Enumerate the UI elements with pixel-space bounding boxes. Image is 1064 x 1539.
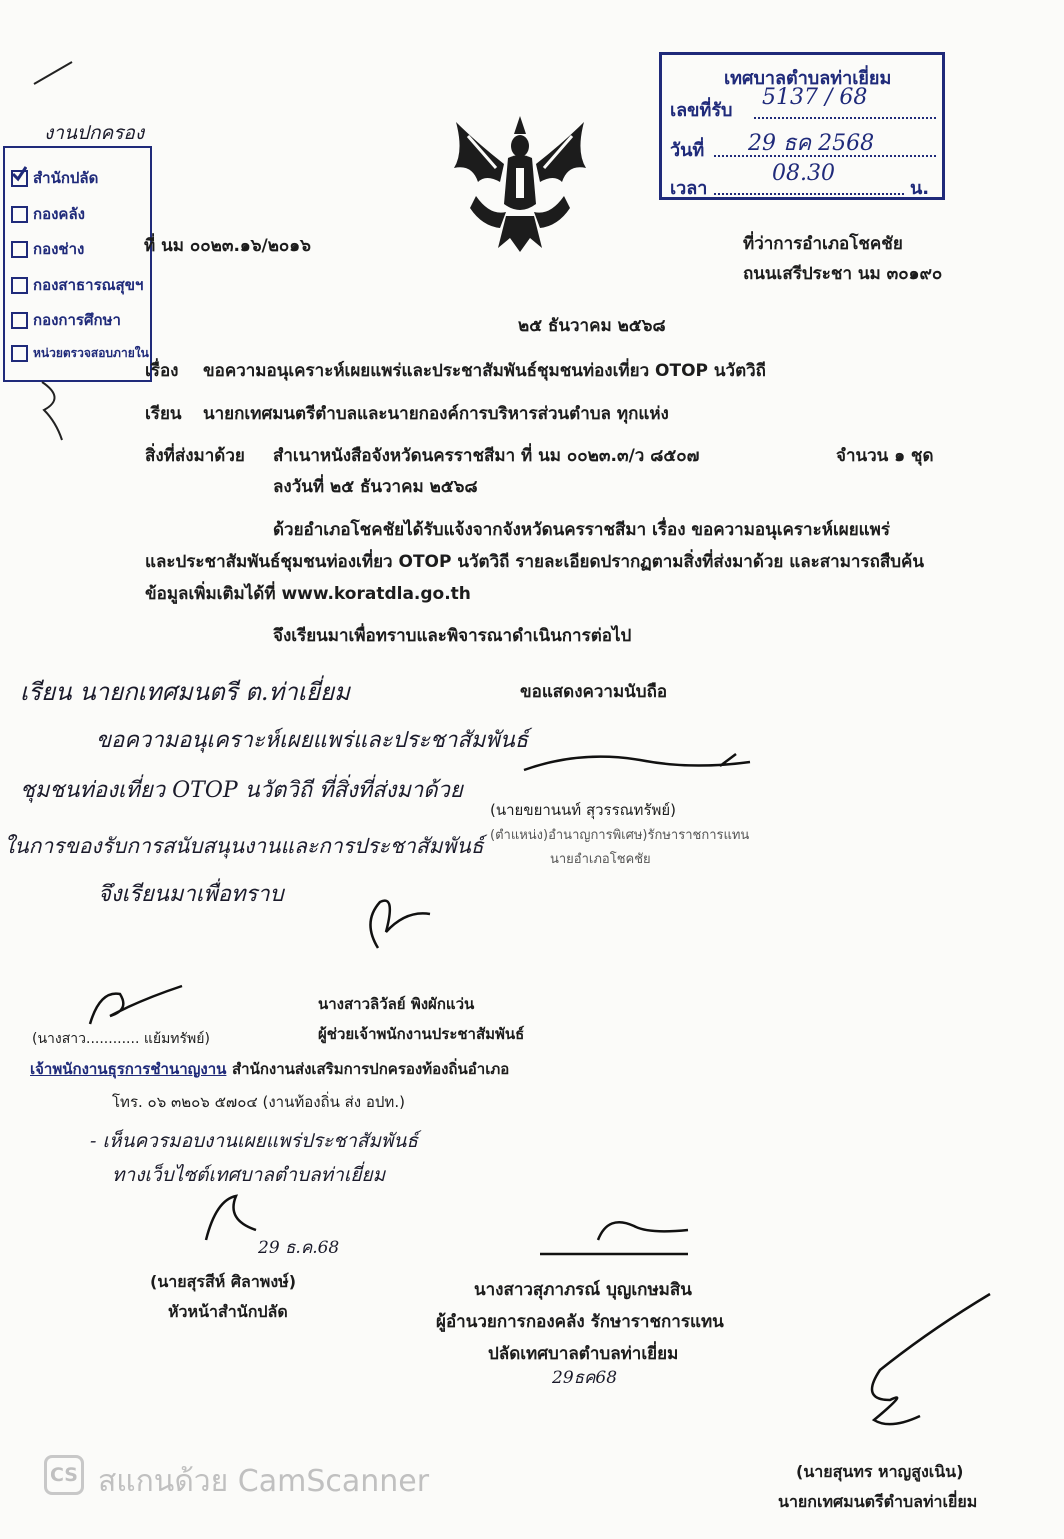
pen-stroke (32, 58, 76, 88)
closing: ขอแสดงความนับถือ (520, 682, 668, 702)
handwritten-line: ในการของรับการสนับสนุนงานและการประชาสัมพันธ์ (4, 834, 484, 858)
enclosure-date: ลงวันที่ ๒๕ ธันวาคม ๒๕๖๘ (273, 477, 478, 497)
camscanner-watermark: สแกนด้วย CamScanner (98, 1464, 430, 1499)
signature-image (520, 740, 760, 790)
stamp-time-label: เวลา (670, 178, 708, 199)
stamp-no-label: เลขที่รับ (670, 100, 733, 121)
department-checklist (3, 146, 152, 382)
mayor-title: นายกเทศมนตรีตำบลท่าเยี่ยม (778, 1492, 978, 1511)
office-tel: โทร. ๐๖ ๓๒๐๖ ๕๗๐๔ (งานท้องถิ่น ส่ง อปท.) (112, 1093, 405, 1111)
signer1-title1: (ตำแหน่ง)อำนาญการพิเศษ)รักษาราชการแทน (490, 828, 750, 843)
dept-note: งานปกครอง (44, 122, 145, 144)
enclosure-qty: จำนวน ๑ ชุด (836, 446, 934, 466)
dept-item-office[interactable]: สำนักปลัด (11, 166, 98, 190)
office-name: สำนักงานส่งเสริมการปกครองท้องถิ่นอำเภอ (232, 1060, 510, 1078)
enclosure-text: สำเนาหนังสือจังหวัดนครราชสีมา ที่ นม ๐๐๒๓.๓/ว ๘๕๐๗ (273, 446, 700, 466)
body-p1-line3: ข้อมูลเพิ่มเติมได้ที่ www.koratdla.go.th (145, 584, 471, 604)
camscanner-logo-icon: CS (44, 1455, 84, 1495)
officer-mid-title: ผู้ช่วยเจ้าพนักงานประชาสัมพันธ์ (318, 1025, 525, 1043)
body-p1-line2: และประชาสัมพันธ์ชุมชนท่องเที่ยว OTOP นวัตวิถี รายละเอียดปรากฏตามสิ่งที่ส่งมาด้วย และสามารถสืบค้น (145, 552, 925, 572)
doc-date: ๒๕ ธันวาคม ๒๕๖๘ (518, 316, 666, 336)
signature-image (356, 892, 436, 952)
stamp-date-value: 29 ธค 2568 (748, 131, 875, 156)
handwritten-line: ชุมชนท่องเที่ยว OTOP นวัตวิถี ที่สิ่งที่ส่งมาด้วย (20, 778, 463, 803)
stamp-org: เทศบาลตำบลท่าเยี่ยม (724, 68, 892, 89)
checkbox-icon[interactable] (11, 206, 28, 223)
signature-image (70, 980, 190, 1030)
handwritten-line: เรียน นายกเทศมนตรี ต.ท่าเยี่ยม (20, 678, 350, 706)
signer1-name: (นายขยานนท์ สุวรรณทรัพย์) (490, 801, 677, 819)
handwritten-line: - เห็นควรมอบงานเผยแพร่ประชาสัมพันธ์ (90, 1130, 418, 1152)
handwritten-line: ทางเว็บไซต์เทศบาลตำบลท่าเยี่ยม (112, 1164, 386, 1186)
body-p1-line1: ด้วยอำเภอโชคชัยได้รับแจ้งจากจังหวัดนครราชสีมา เรื่อง ขอความอนุเคราะห์เผยแพร่ (273, 520, 890, 540)
to-label: เรียน (145, 404, 182, 424)
signature-image (850, 1290, 1000, 1440)
stamp-time-unit: น. (910, 178, 930, 199)
signature-image (538, 1210, 718, 1260)
receipt-stamp (659, 52, 945, 200)
mayor-name: (นายสุนทร หาญสูงเนิน) (796, 1462, 964, 1481)
subject-text: ขอความอนุเคราะห์เผยแพร่และประชาสัมพันธ์ชุมชนท่องเที่ยว OTOP นวัตวิถี (203, 361, 766, 381)
head-name: (นายสุรสีห์ ศิลาพงษ์) (150, 1272, 297, 1291)
dept-item-engineering[interactable]: กองช่าง (11, 237, 84, 261)
handwritten-line: ขอความอนุเคราะห์เผยแพร่และประชาสัมพันธ์ (96, 728, 529, 753)
head-title: หัวหน้าสำนักปลัด (168, 1302, 288, 1321)
director-title2: ปลัดเทศบาลตำบลท่าเยี่ยม (488, 1344, 679, 1364)
dept-item-finance[interactable]: กองคลัง (11, 202, 85, 226)
dept-item-audit[interactable]: หน่วยตรวจสอบภายใน (11, 344, 149, 363)
officer-left-name: (นางสาว............ แย้มทรัพย์) (32, 1031, 210, 1047)
checkbox-icon[interactable] (11, 312, 28, 329)
to-text: นายกเทศมนตรีตำบลและนายกองค์การบริหารส่วนตำบล ทุกแห่ง (203, 404, 669, 424)
handwritten-date: 29ธค68 (552, 1368, 618, 1388)
checkbox-icon[interactable] (11, 277, 28, 294)
subject-label: เรื่อง (145, 361, 179, 381)
director-title1: ผู้อำนวยการกองคลัง รักษาราชการแทน (436, 1312, 724, 1332)
dept-item-education[interactable]: กองการศึกษา (11, 308, 121, 332)
doc-ref: ที่ นม ๐๐๒๓.๑๖/๒๐๑๖ (144, 236, 311, 256)
pen-stroke (36, 380, 76, 442)
body-p2: จึงเรียนมาเพื่อทราบและพิจารณาดำเนินการต่อไป (273, 626, 632, 646)
enclosure-label: สิ่งที่ส่งมาด้วย (145, 446, 245, 466)
handwritten-date: 29 ธ.ค.68 (258, 1238, 340, 1258)
stamp-time-value: 08.30 (772, 161, 835, 186)
director-name: นางสาวสุภาภรณ์ บุญเกษมสิน (474, 1280, 692, 1300)
checkbox-icon[interactable] (11, 241, 28, 258)
officer-left-title: เจ้าพนักงานธุรการชำนาญงาน (30, 1060, 227, 1078)
officer-mid-name: นางสาวลิวัลย์ พิงผักแว่น (318, 995, 475, 1013)
sender-line1: ที่ว่าการอำเภอโชคชัย (743, 234, 903, 254)
signature-image (196, 1190, 266, 1250)
checkbox-icon[interactable] (11, 345, 28, 362)
stamp-no-value: 5137 / 68 (762, 85, 868, 110)
dept-item-health[interactable]: กองสาธารณสุขฯ (11, 273, 143, 297)
sender-line2: ถนนเสรีประชา นม ๓๐๑๙๐ (743, 264, 943, 284)
stamp-date-label: วันที่ (670, 140, 705, 161)
handwritten-line: จึงเรียนมาเพื่อทราบ (98, 882, 284, 907)
checkbox-checked-icon[interactable] (11, 170, 28, 187)
signer1-title2: นายอำเภอโชคชัย (550, 852, 651, 867)
garuda-emblem-icon (446, 112, 594, 254)
